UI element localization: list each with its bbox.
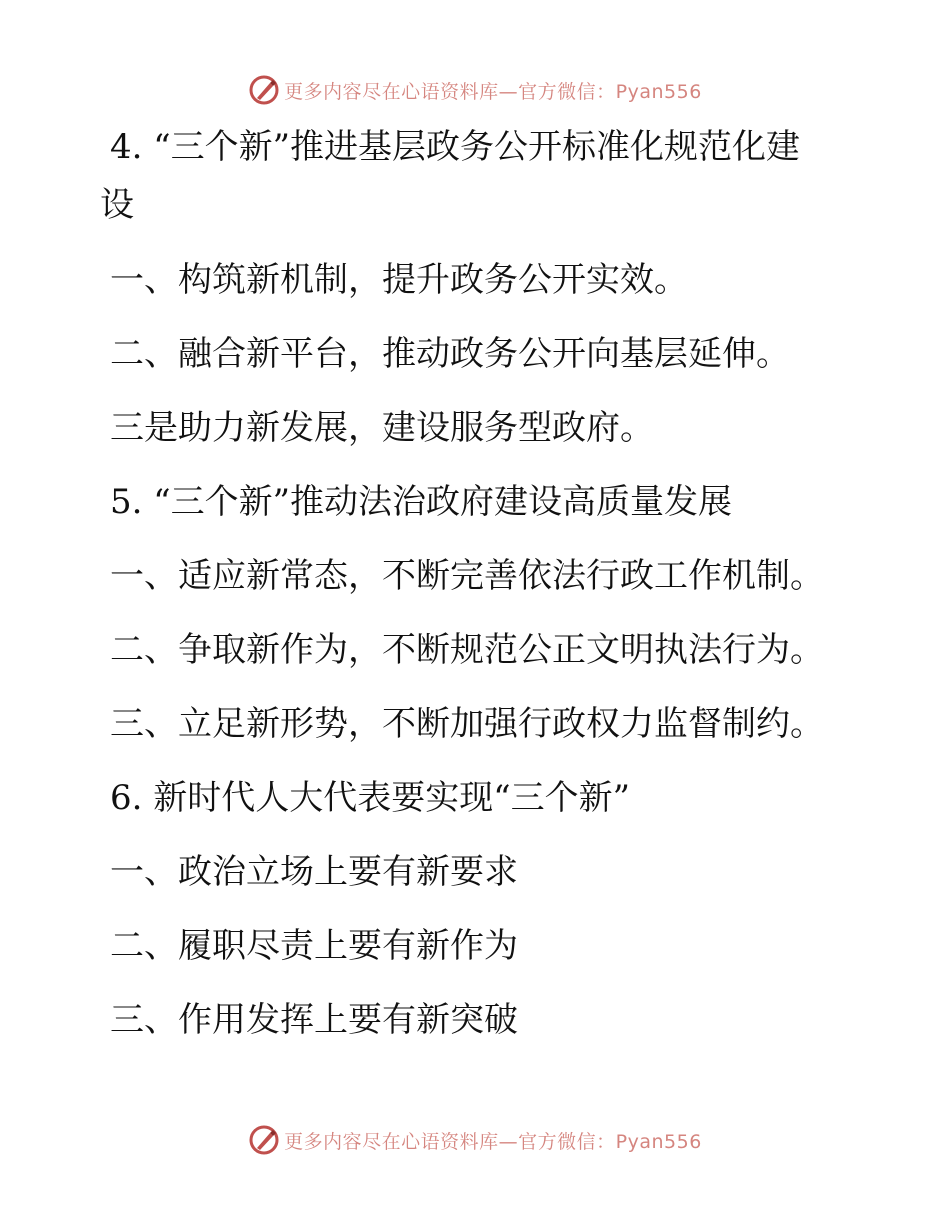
footer-banner: [0, 1120, 950, 1160]
list-item: 一、构筑新机制，提升政务公开实效。: [110, 260, 688, 300]
list-item: 三是助力新发展，建设服务型政府。: [110, 408, 654, 448]
list-item: 二、融合新平台，推动政务公开向基层延伸。: [110, 334, 790, 374]
heading-5: 5. “三个新”推动法治政府建设高质量发展: [110, 482, 733, 522]
heading-6: 6. 新时代人大代表要实现“三个新”: [110, 778, 631, 818]
list-item: 三、作用发挥上要有新突破: [110, 1000, 518, 1040]
list-item: 二、履职尽责上要有新作为: [110, 926, 518, 966]
banner-text: 更多内容尽在心语资料库—官方微信：Pyan556: [284, 1130, 702, 1153]
list-item: 一、政治立场上要有新要求: [110, 852, 518, 892]
logo-pen-icon: [248, 74, 280, 106]
header-banner: [0, 70, 950, 110]
list-item: 三、立足新形势，不断加强行政权力监督制约。: [110, 704, 824, 744]
logo-pen-icon: [248, 1124, 280, 1156]
heading-4-line2: 设: [100, 185, 134, 225]
list-item: 二、争取新作为，不断规范公正文明执法行为。: [110, 630, 824, 670]
banner-text: 更多内容尽在心语资料库—官方微信：Pyan556: [284, 80, 702, 103]
heading-4-line1: 4. “三个新”推进基层政务公开标准化规范化建: [110, 127, 801, 167]
list-item: 一、适应新常态，不断完善依法行政工作机制。: [110, 556, 824, 596]
